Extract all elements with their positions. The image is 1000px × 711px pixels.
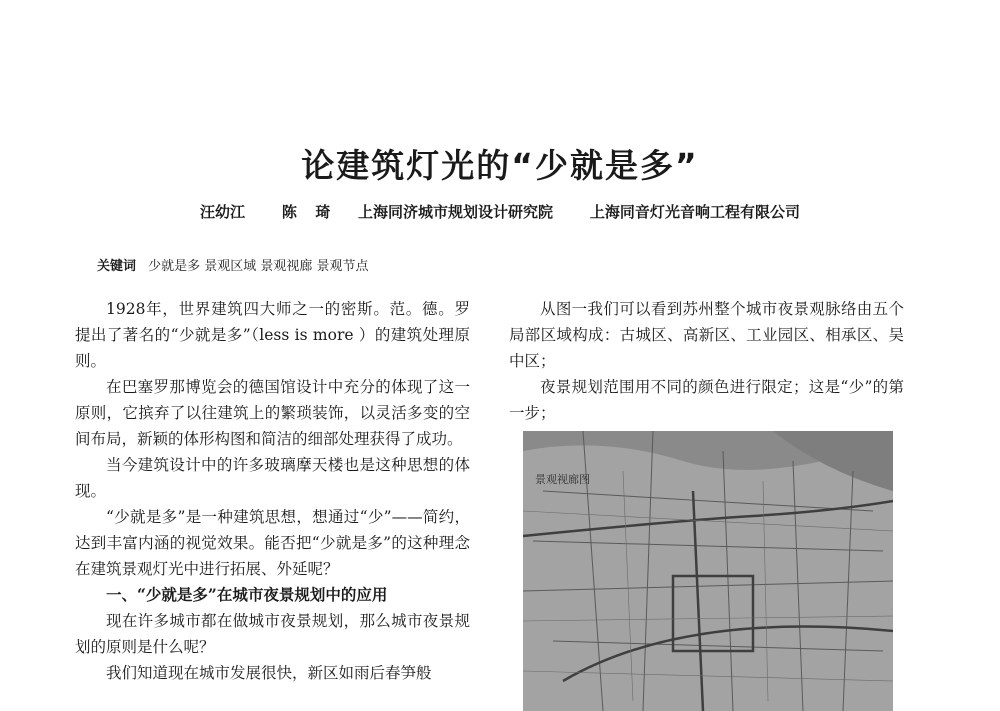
- keywords-label: 关键词: [97, 259, 137, 274]
- map-drawing: [523, 431, 893, 711]
- city-map-figure: [523, 431, 893, 711]
- paragraph: “少就是多”是一种建筑思想，想通过“少”——简约，达到丰富内涵的视觉效果。能否把“少就是多”的这种理念在建筑景观灯光中进行拓展、外延呢？: [75, 508, 470, 578]
- paragraph: 在巴塞罗那博览会的德国馆设计中充分的体现了这一原则，它摈弃了以往建筑上的繁琐装饰，以灵活多变的空间布局，新颖的体形构图和简洁的细部处理获得了成功。: [75, 378, 470, 448]
- paragraph: 从图一我们可以看到苏州整个城市夜景观脉络由五个局部区域构成：古城区、高新区、工业园区、相承区、吴中区；: [509, 300, 904, 370]
- map-label: 景观视廊图: [535, 473, 590, 486]
- keywords-text: 少就是多 景观区域 景观视廊 景观节点: [148, 259, 369, 274]
- paragraph: 现在许多城市都在做城市夜景规划，那么城市夜景规划的原则是什么呢？: [75, 612, 470, 656]
- left-column: [75, 296, 470, 686]
- right-column: [509, 296, 904, 426]
- paragraph: 当今建筑设计中的许多玻璃摩天楼也是这种思想的体现。: [75, 456, 470, 500]
- paragraph: 夜景规划范围用不同的颜色进行限定；这是“少”的第一步；: [509, 378, 904, 422]
- paragraph: 我们知道现在城市发展很快，新区如雨后春笋般: [106, 664, 432, 682]
- keywords-line: [97, 255, 369, 274]
- article-title: 论建筑灯光的“少就是多”: [301, 146, 699, 185]
- author-affiliation-line: 汪幼江 陈 琦 上海同济城市规划设计研究院 上海同音灯光音响工程有限公司: [200, 203, 800, 221]
- section-heading: 一、“少就是多”在城市夜景规划中的应用: [106, 585, 388, 604]
- paragraph: 1928年，世界建筑四大师之一的密斯。范。德。罗提出了著名的“少就是多”（less is more ）的建筑处理原则。: [75, 300, 470, 370]
